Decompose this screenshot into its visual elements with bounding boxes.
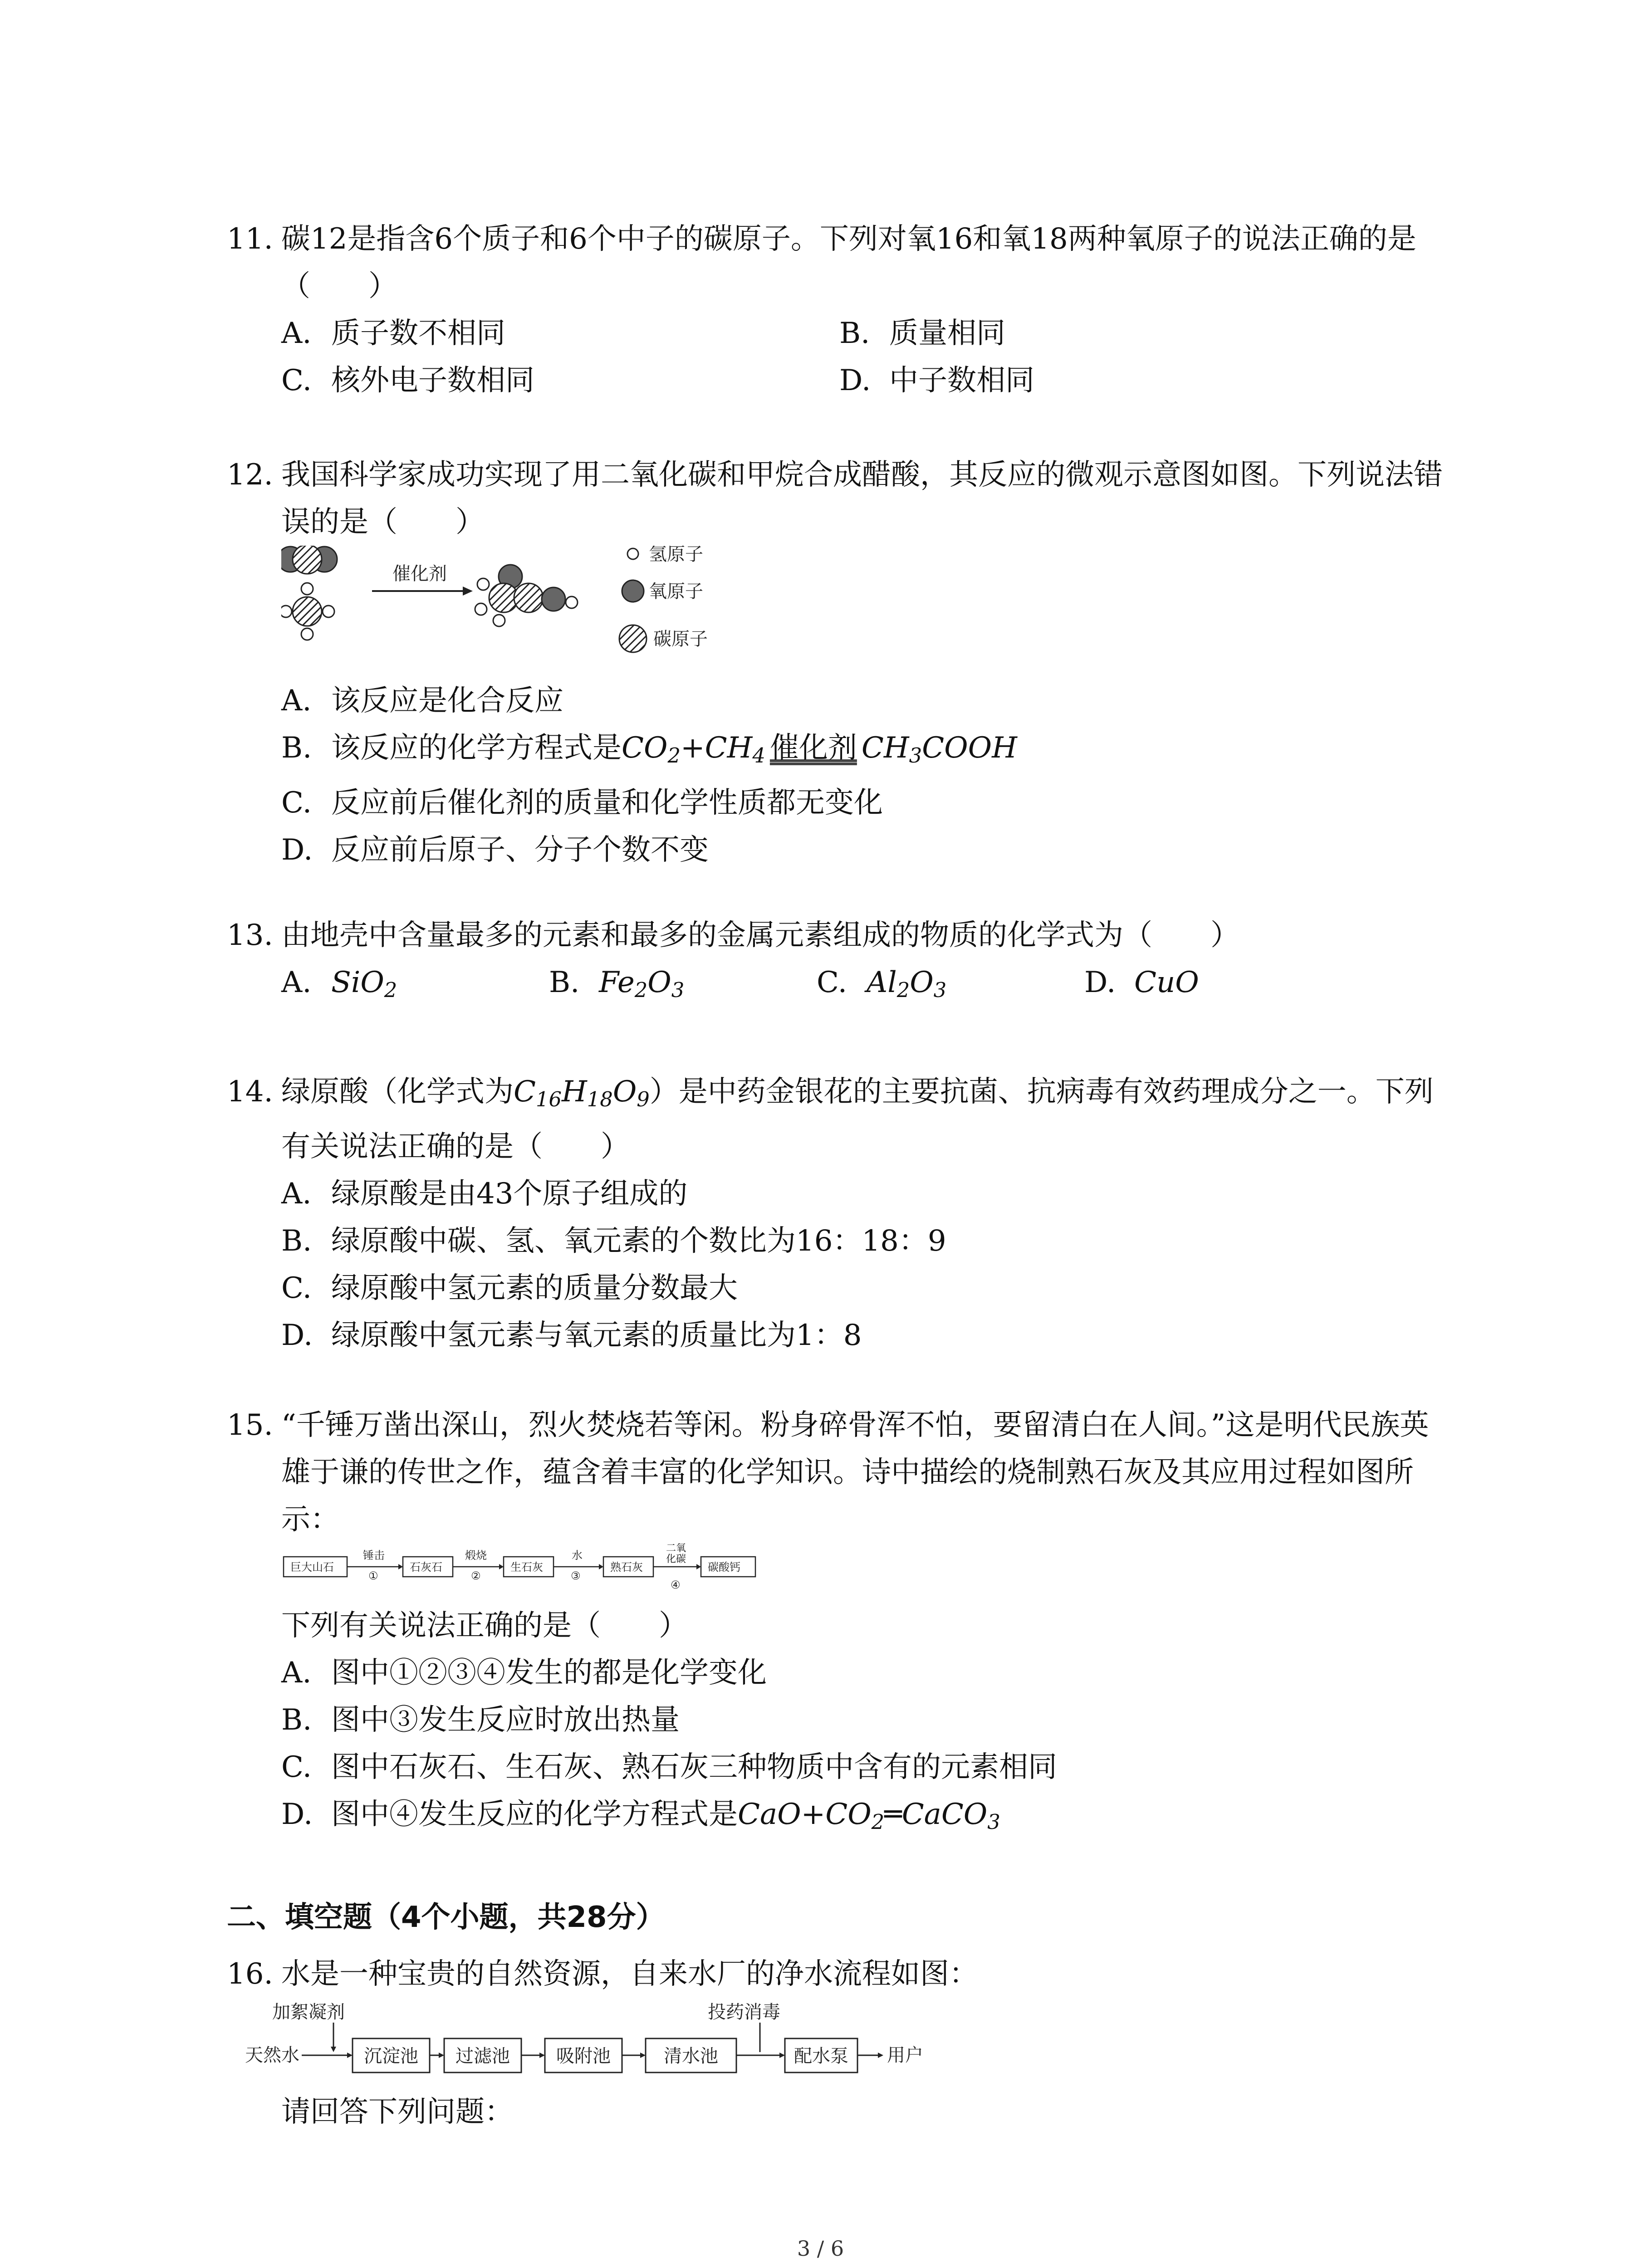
- flow-box: 吸附池: [556, 2046, 611, 2067]
- arrow-label: 催化剂: [392, 563, 447, 584]
- question-number: 15.: [227, 1408, 273, 1442]
- svg-text:煅烧: 煅烧: [465, 1549, 487, 1562]
- question-number: 14.: [227, 1075, 273, 1109]
- option-c: C. 图中石灰石、生石灰、熟石灰三种物质中含有的元素相同: [281, 1750, 1057, 1784]
- flow-box: 碳酸钙: [708, 1561, 740, 1574]
- option-c: C. 绿原酸中氢元素的质量分数最大: [281, 1271, 738, 1305]
- question-14: [227, 1068, 1452, 1359]
- option-a: A. 绿原酸是由43个原子组成的: [281, 1177, 688, 1211]
- option-b: B. 该反应的化学方程式是$CO_2+CH_4$ 催化剂 $CH_3COOH$: [281, 731, 1017, 768]
- chlorogenic-acid-formula: $C_{16}H_{18}O_9$: [514, 1075, 650, 1112]
- flow-source: 天然水: [245, 2045, 299, 2066]
- option-a: A. SiO$_2$: [281, 966, 397, 1002]
- flow-box: 巨大山石: [290, 1561, 334, 1574]
- option-a: A. 该反应是化合反应: [281, 684, 563, 718]
- option-a: A. 图中①②③④发生的都是化学变化: [281, 1656, 767, 1690]
- svg-text:③: ③: [571, 1569, 581, 1582]
- question-stem: 绿原酸（化学式为$C_{16}H_{18}O_9$）是中药金银花的主要抗菌、抗病毒有效药理成分之一。下列有关说法正确的是（ ）: [281, 1075, 1434, 1164]
- flow-box: 石灰石: [410, 1561, 442, 1574]
- legend: [619, 546, 708, 652]
- co2-molecule: [281, 546, 337, 574]
- option-b: B. 绿原酸中碳、氢、氧元素的个数比为16：18：9: [281, 1224, 946, 1258]
- option-c: C. $Al_2O_3$: [817, 966, 947, 1002]
- section-heading: 二、填空题（4个小题，共28分）: [227, 1901, 665, 1934]
- option-a: A. 质子数不相同: [281, 317, 505, 350]
- question-stem: 碳12是指含6个质子和6个中子的碳原子。下列对氧16和氧18两种氧原子的说法正确的是（ ）: [281, 222, 1416, 303]
- ch3cooh-molecule: [475, 565, 578, 626]
- option-d: D. 绿原酸中氢元素与氧元素的质量比为1：8: [281, 1319, 862, 1353]
- svg-text:加絮凝剂: 加絮凝剂: [272, 2002, 345, 2023]
- question-16: [227, 1950, 1452, 2136]
- option-b: B. 质量相同: [839, 317, 1005, 350]
- flow-box: 清水池: [664, 2046, 718, 2067]
- question-number: 16.: [227, 1957, 273, 1991]
- option-b: B. 图中③发生反应时放出热量: [281, 1703, 680, 1737]
- question-15: [227, 1402, 1452, 1846]
- flow-box: 生石灰: [510, 1561, 543, 1574]
- flow-box: 沉淀池: [364, 2046, 418, 2067]
- option-d: D. 反应前后原子、分子个数不变: [281, 833, 709, 867]
- flow-end: 用户: [887, 2045, 923, 2066]
- flow-box: 过滤池: [456, 2046, 510, 2067]
- svg-text:氢原子: 氢原子: [649, 546, 703, 565]
- page-number: 3 / 6: [797, 2236, 844, 2261]
- ch4-molecule: [281, 583, 334, 640]
- sub-question: 下列有关说法正确的是（ ）: [281, 1609, 688, 1642]
- reaction-diagram: [227, 546, 1452, 677]
- svg-text:①: ①: [368, 1569, 378, 1582]
- water-flow-diagram: [218, 1998, 1452, 2088]
- svg-text:④: ④: [671, 1579, 681, 1591]
- svg-text:锤击: 锤击: [363, 1549, 385, 1562]
- lime-flow-diagram: 巨大山石 锤击 ① 石灰石 煅烧 ② 生石灰 水 ③ 熟石灰 二氧化碳 ④ 碳酸钙: [227, 1543, 1452, 1602]
- question-stem: 水是一种宝贵的自然资源，自来水厂的净水流程如图：: [281, 1957, 978, 1991]
- flow-box: 熟石灰: [610, 1561, 643, 1574]
- question-12: [227, 451, 1452, 874]
- question-stem: 由地壳中含量最多的元素和最多的金属元素组成的物质的化学式为（ ）: [281, 919, 1239, 952]
- question-stem: 我国科学家成功实现了用二氧化碳和甲烷合成醋酸，其反应的微观示意图如图。下列说法错误的是（ ）: [281, 458, 1443, 539]
- flow-box: 配水泵: [794, 2046, 848, 2067]
- option-d: D. 中子数相同: [839, 364, 1034, 397]
- svg-text:碳原子: 碳原子: [653, 629, 708, 650]
- question-number: 13.: [227, 919, 273, 952]
- sub-question: 请回答下列问题：: [281, 2095, 514, 2129]
- question-11: [227, 215, 1452, 404]
- question-13: [227, 912, 1452, 1014]
- svg-text:投药消毒: 投药消毒: [708, 2002, 780, 2023]
- question-number: 12.: [227, 458, 273, 492]
- option-b: B. $Fe_2O_3$: [549, 966, 685, 1002]
- option-d: D. 图中④发生反应的化学方程式是$CaO+CO_2═CaCO_3$: [281, 1798, 1000, 1834]
- catalyst-condition: 催化剂: [769, 731, 857, 765]
- option-d: D. CuO: [1084, 966, 1199, 999]
- svg-text:水: 水: [572, 1549, 583, 1562]
- svg-text:②: ②: [471, 1569, 481, 1582]
- question-number: 11.: [227, 222, 273, 256]
- question-stem: “千锤万凿出深山，烈火焚烧若等闲。粉身碎骨浑不怕，要留清白在人间。”这是明代民族英雄于谦的传世之作，蕴含着丰富的化学知识。诗中描绘的烧制熟石灰及其应用过程如图所示：: [281, 1408, 1429, 1536]
- option-c: C. 核外电子数相同: [281, 364, 534, 397]
- option-c: C. 反应前后催化剂的质量和化学性质都无变化: [281, 786, 883, 820]
- svg-text:氧原子: 氧原子: [649, 581, 703, 602]
